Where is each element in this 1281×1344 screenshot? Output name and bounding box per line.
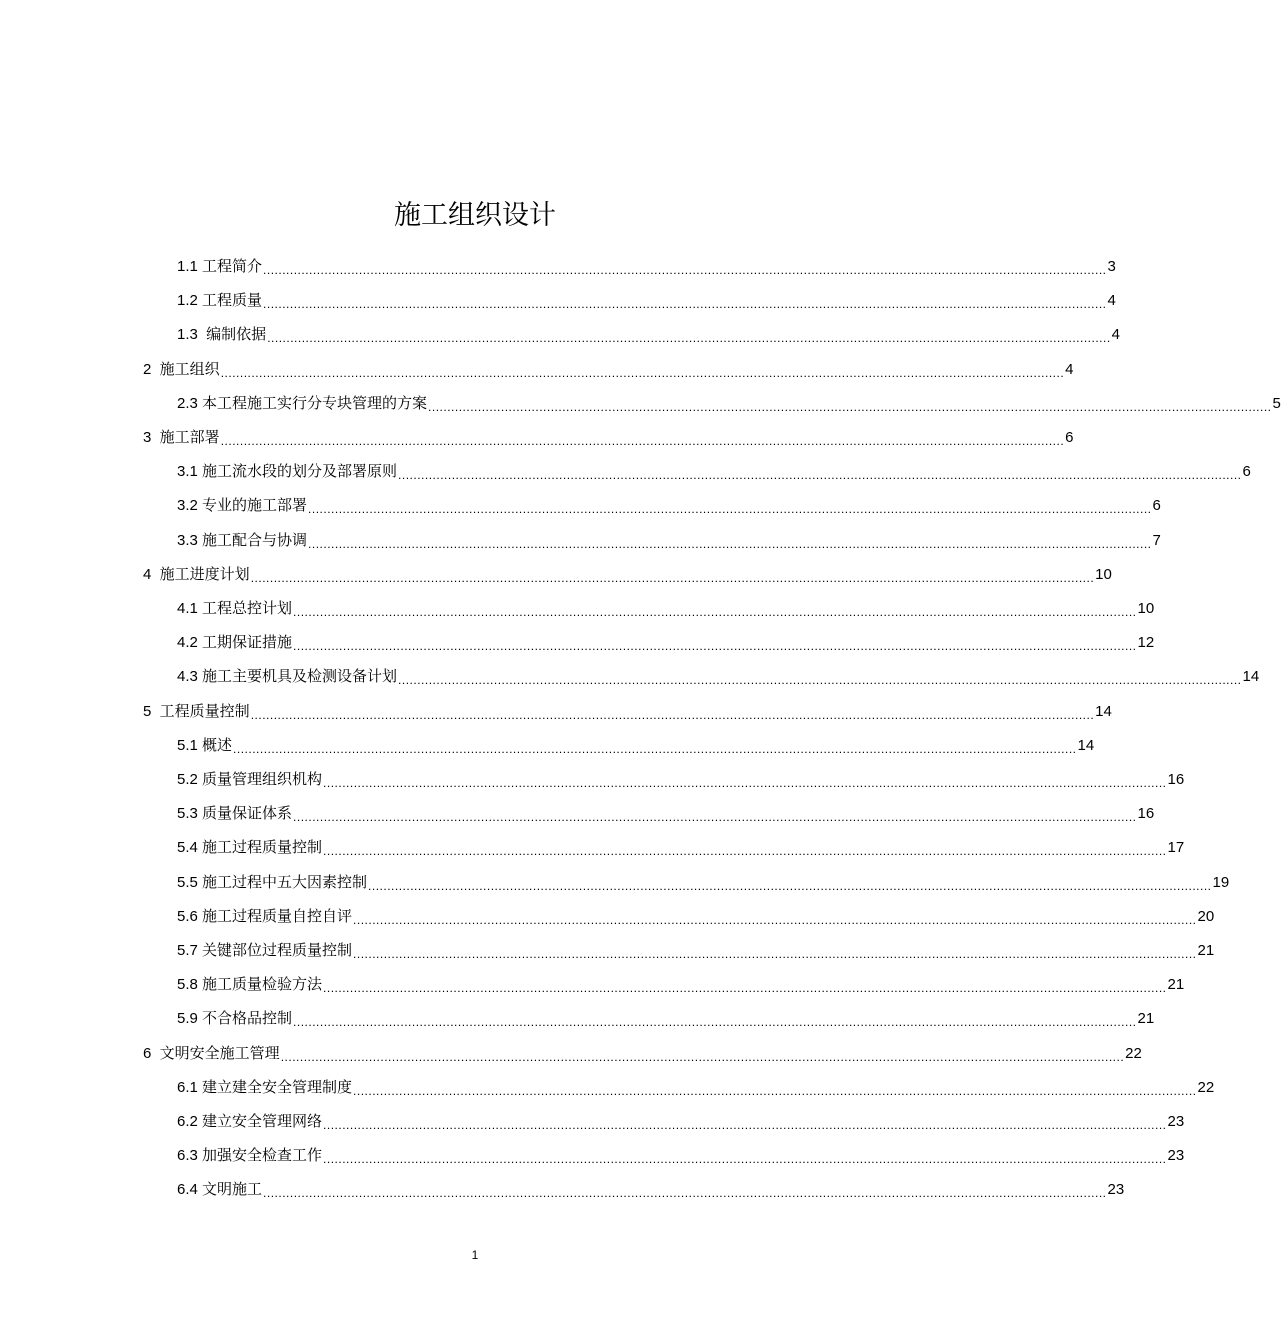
toc-entry[interactable] [177,660,1260,694]
toc-dot-leader: ............................................................................................................................................................................................................................ [353,1083,1197,1098]
toc-entry-label: 5.5 施工过程中五大因素控制 [177,873,368,891]
toc-dot-leader: ............................................................................................................................................................................................................................ [250,570,1095,585]
toc-entry[interactable] [143,695,1112,729]
toc-dot-leader: ............................................................................................................................................................................................................................ [263,263,1107,277]
toc-entry[interactable] [177,866,1230,900]
toc-entry-page: 4 [1111,326,1121,344]
toc-dot-leader: ............................................................................................................................................................................................................................ [233,741,1077,756]
toc-entry-label: 2.3 本工程施工实行分专块管理的方案 [177,394,428,412]
toc-entry-label: 1.3 编制依据 [177,326,267,344]
toc-dot-leader: ............................................................................................................................................................................................................................ [323,776,1167,790]
toc-entry-label: 6.4 文明施工 [177,1181,263,1199]
toc-dot-leader: ............................................................................................................................................................................................................................ [293,605,1137,619]
toc-entry-label: 4.3 施工主要机具及检测设备计划 [177,668,398,686]
toc-dot-leader: ............................................................................................................................................................................................................................ [263,297,1107,312]
toc-entry-label: 6.1 建立建全安全管理制度 [177,1078,353,1096]
toc-entry-page: 3 [1107,258,1116,275]
toc-entry-label: 5.8 施工质量检验方法 [177,976,323,994]
toc-dot-leader: ............................................................................................................................................................................................................................ [308,536,1152,551]
page-number: 1 [471,1248,479,1262]
toc-entry-page: 4 [1107,292,1116,310]
toc-entry-page: 6 [1242,463,1251,481]
toc-entry-page: 14 [1077,736,1095,754]
toc-entry-label: 5.3 质量保证体系 [177,805,293,823]
toc-dot-leader: ............................................................................................................................................................................................................................ [293,810,1137,825]
toc-entry-page: 4 [1065,360,1074,378]
toc-dot-leader: ............................................................................................................................................................................................................................ [398,468,1242,483]
toc-entry-page: 10 [1095,565,1112,583]
toc-dot-leader: ............................................................................................................................................................................................................................ [353,912,1197,927]
toc-entry-label: 5 工程质量控制 [143,702,250,720]
toc-entry[interactable] [177,626,1155,660]
toc-entry[interactable] [143,421,1074,455]
toc-entry-label: 5.1 概述 [177,736,233,754]
toc-entry[interactable] [177,797,1155,831]
toc-entry-label: 5.9 不合格品控制 [177,1010,293,1028]
toc-dot-leader: ............................................................................................................................................................................................................................ [308,502,1152,517]
toc-entry-label: 6.3 加强安全检查工作 [177,1147,323,1165]
toc-entry-label: 3.3 施工配合与协调 [177,531,308,549]
toc-entry-label: 3.2 专业的施工部署 [177,497,308,515]
toc-dot-leader: ............................................................................................................................................................................................................................ [293,639,1137,654]
toc-dot-leader: ............................................................................................................................................................................................................................ [250,707,1095,722]
toc-entry-label: 4.2 工期保证措施 [177,634,293,652]
toc-entry-label: 1.2 工程质量 [177,292,263,310]
toc-entry-label: 4.1 工程总控计划 [177,600,293,617]
toc-dot-leader: ............................................................................................................................................................................................................................ [280,1049,1125,1064]
toc-entry-label: 6 文明安全施工管理 [143,1044,280,1062]
toc-dot-leader: ............................................................................................................................................................................................................................ [323,844,1167,859]
toc-entry[interactable] [177,455,1251,489]
toc-entry[interactable] [143,558,1112,592]
toc-entry[interactable] [177,387,1281,421]
toc-entry-page: 16 [1167,771,1185,788]
toc-entry[interactable] [177,968,1185,1002]
toc-entry[interactable] [177,592,1155,626]
toc-entry-label: 2 施工组织 [143,360,220,378]
toc-entry[interactable] [177,489,1161,523]
toc-entry-page: 23 [1107,1181,1125,1199]
toc-entry[interactable] [177,1071,1215,1105]
document-title: 施工组织设计 [394,200,556,231]
toc-entry-page: 16 [1137,805,1155,823]
toc-entry-label: 5.4 施工过程质量控制 [177,839,323,857]
toc-entry-page: 12 [1137,634,1155,652]
toc-entry-page: 14 [1242,668,1260,686]
toc-entry[interactable] [177,763,1185,797]
toc-entry[interactable] [177,1105,1185,1139]
toc-entry[interactable] [177,1002,1155,1036]
toc-entry[interactable] [177,284,1116,318]
toc-entry-page: 6 [1152,497,1161,515]
toc-entry-label: 5.6 施工过程质量自控自评 [177,907,353,925]
toc-entry[interactable] [177,524,1161,558]
toc-dot-leader: ............................................................................................................................................................................................................................ [353,947,1197,961]
toc-dot-leader: ............................................................................................................................................................................................................................ [368,878,1212,893]
toc-entry[interactable] [177,900,1215,934]
toc-dot-leader: ............................................................................................................................................................................................................................ [323,1118,1167,1132]
toc-entry-label: 5.7 关键部位过程质量控制 [177,942,353,959]
toc-entry[interactable] [177,1173,1125,1207]
toc-dot-leader: ............................................................................................................................................................................................................................ [220,365,1065,380]
toc-entry-page: 21 [1197,942,1215,959]
toc-entry-page: 17 [1167,839,1185,857]
toc-entry-label: 3.1 施工流水段的划分及部署原则 [177,463,398,481]
toc-entry[interactable] [177,250,1116,284]
toc-entry-label: 6.2 建立安全管理网络 [177,1113,323,1130]
toc-entry[interactable] [177,1139,1185,1173]
toc-entry-page: 21 [1167,976,1185,994]
toc-dot-leader: ............................................................................................................................................................................................................................ [323,981,1167,996]
toc-entry[interactable] [177,934,1215,968]
toc-dot-leader: ............................................................................................................................................................................................................................ [267,331,1111,346]
toc-dot-leader: ............................................................................................................................................................................................................................ [263,1186,1107,1201]
toc-entry-page: 23 [1167,1113,1185,1130]
toc-dot-leader: ............................................................................................................................................................................................................................ [293,1015,1137,1030]
toc-entry[interactable] [143,353,1074,387]
toc-entry-page: 7 [1152,531,1161,549]
toc-entry-page: 10 [1137,600,1155,617]
toc-entry-label: 5.2 质量管理组织机构 [177,771,323,788]
toc-entry-page: 22 [1125,1044,1142,1062]
toc-entry-label: 1.1 工程简介 [177,258,263,275]
toc-entry-page: 20 [1197,907,1215,925]
toc-dot-leader: ............................................................................................................................................................................................................................ [220,434,1065,448]
toc-entry[interactable] [143,1037,1142,1071]
toc-dot-leader: ............................................................................................................................................................................................................................ [398,673,1242,688]
toc-entry-page: 5 [1272,394,1281,412]
toc-entry-label: 3 施工部署 [143,429,220,446]
toc-entry[interactable] [177,831,1185,865]
toc-entry[interactable] [177,318,1121,352]
toc-entry-page: 6 [1065,429,1074,446]
toc-entry-page: 23 [1167,1147,1185,1165]
toc-dot-leader: ............................................................................................................................................................................................................................ [428,399,1272,414]
toc-dot-leader: ............................................................................................................................................................................................................................ [323,1152,1167,1167]
toc-entry-page: 19 [1212,873,1230,891]
toc-entry[interactable] [177,729,1095,763]
toc-entry-page: 14 [1095,702,1112,720]
toc-entry-label: 4 施工进度计划 [143,565,250,583]
toc-entry-page: 22 [1197,1078,1215,1096]
toc-entry-page: 21 [1137,1010,1155,1028]
